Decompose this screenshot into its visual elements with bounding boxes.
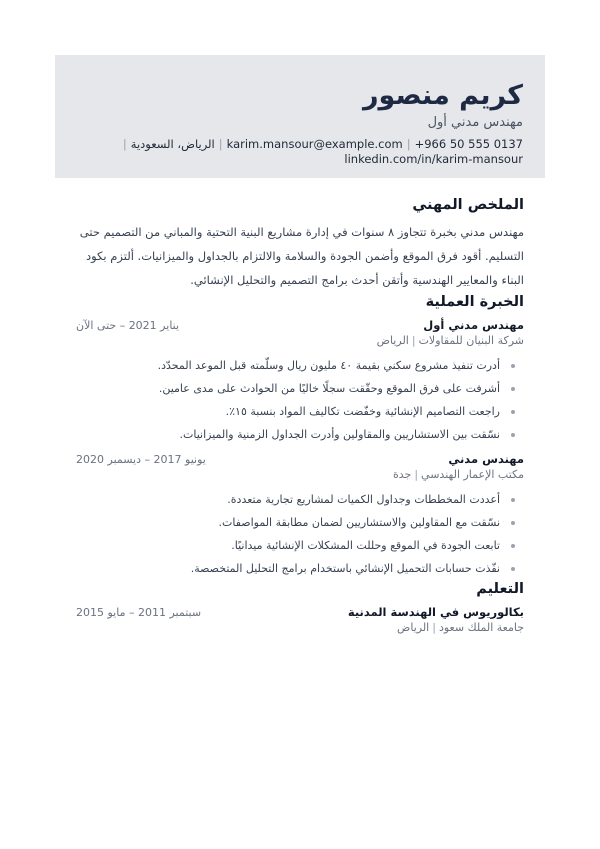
- job-dates: يناير 2021 – حتى الآن: [76, 319, 180, 332]
- job-company: [76, 333, 524, 348]
- separator: |: [411, 334, 416, 347]
- summary-text: مهندس مدني بخبرة تتجاوز ٨ سنوات في إدارة مشاريع البنية التحتية والمباني من التصميم حتى التسليم. أقود فرق الموقع وأضمن الجودة والسلامة والالتزام بالجداول والميزانيات. ألتزم بكود البناء والمعايير الهندسية وأتقن أحدث برامج التصميم والتحليل الإنشائي.: [79, 225, 524, 287]
- contact-info: [77, 136, 523, 152]
- school-city: الرياض: [397, 621, 430, 634]
- degree: بكالوريوس في الهندسة المدنية: [347, 605, 524, 619]
- bullet-item: أشرفت على فرق الموقع وحقّقت سجلًا خاليًا من الحوادث على مدى عامين.: [76, 377, 524, 400]
- company-name: مكتب الإعمار الهندسي: [421, 468, 524, 481]
- email-address[interactable]: karim.mansour@example.com: [226, 137, 403, 151]
- separator: |: [414, 468, 419, 481]
- phone-number[interactable]: +966 50 555 0137: [414, 137, 523, 151]
- education-title: التعليم: [476, 581, 524, 597]
- linkedin-url[interactable]: linkedin.com/in/karim-mansour: [344, 152, 523, 166]
- school-name: جامعة الملك سعود: [438, 621, 524, 634]
- candidate-role: مهندس مدني أول: [427, 115, 523, 130]
- job-entry: [76, 318, 524, 446]
- bullet-item: أعددت المخططات وجداول الكميات لمشاريع تجارية متعددة.: [76, 488, 524, 511]
- summary-title: الملخص المهني: [412, 197, 524, 213]
- job-entry: [76, 452, 524, 580]
- location: الرياض، السعودية: [130, 137, 215, 151]
- education-section: [76, 580, 524, 635]
- summary-section: [76, 196, 524, 292]
- education-dates: سبتمبر 2011 – مايو 2015: [76, 606, 202, 619]
- bullet-item: تابعت الجودة في الموقع وحللت المشكلات الإنشائية ميدانيًا.: [76, 534, 524, 557]
- bullet-item: نفّذت حسابات التحميل الإنشائي باستخدام برامج التحليل المتخصصة.: [76, 557, 524, 580]
- job-company: [76, 467, 524, 482]
- candidate-name: كريم منصور: [362, 80, 523, 111]
- experience-title: الخبرة العملية: [425, 294, 524, 310]
- contact-separator: |: [122, 137, 127, 151]
- resume-header: [55, 55, 545, 178]
- job-title: مهندس مدني: [448, 452, 524, 466]
- job-dates: يونيو 2017 – ديسمبر 2020: [76, 453, 206, 466]
- contact-separator: |: [406, 137, 411, 151]
- company-city: الرياض: [376, 334, 409, 347]
- experience-section: [76, 293, 524, 580]
- bullet-item: أدرت تنفيذ مشروع سكني بقيمة ٤٠ مليون ريال وسلّمته قبل الموعد المحدّد.: [76, 354, 524, 377]
- company-city: جدة: [392, 468, 412, 481]
- company-name: شركة البنيان للمقاولات: [418, 334, 524, 347]
- bullet-item: نسّقت مع المقاولين والاستشاريين لضمان مطابقة المواصفات.: [76, 511, 524, 534]
- job-title: مهندس مدني أول: [423, 318, 524, 332]
- bullet-item: راجعت التصاميم الإنشائية وخفّضت تكاليف المواد بنسبة ١٥٪.: [76, 400, 524, 423]
- job-bullets: [76, 354, 524, 446]
- contact-separator: |: [218, 137, 223, 151]
- bullet-item: نسّقت بين الاستشاريين والمقاولين وأدرت الجداول الزمنية والميزانيات.: [76, 423, 524, 446]
- job-bullets: [76, 488, 524, 580]
- education-school: [76, 620, 524, 635]
- education-entry: [76, 605, 524, 635]
- separator: |: [432, 621, 436, 634]
